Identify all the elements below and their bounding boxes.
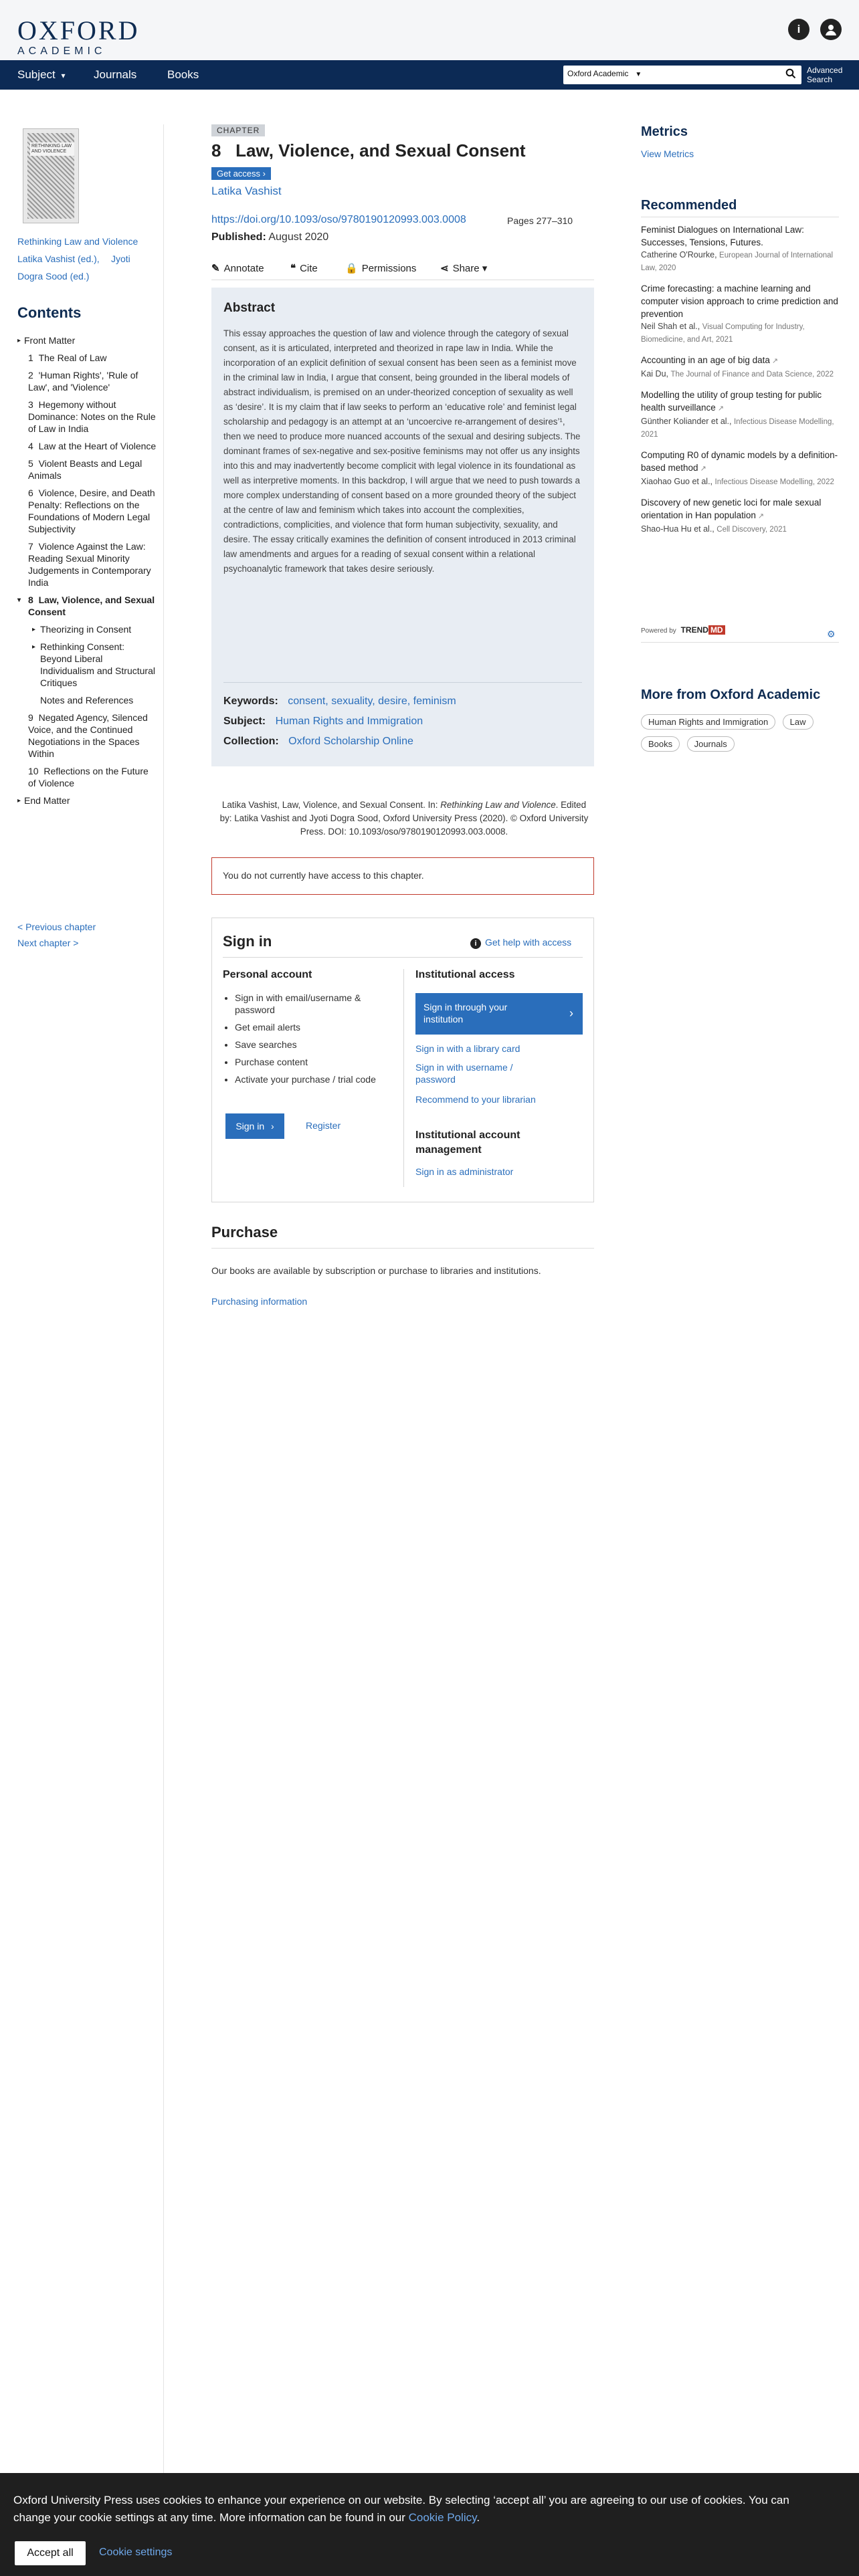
advanced-search-line1: Advanced: [807, 66, 843, 75]
recommended-title: Modelling the utility of group testing for public health surveillance: [641, 390, 822, 413]
register-link[interactable]: Register: [306, 1120, 341, 1131]
lock-icon: 🔒: [345, 263, 358, 274]
tag-link[interactable]: Human Rights and Immigration: [641, 714, 775, 730]
toc-sub-label: Theorizing in Consent: [40, 624, 132, 635]
oxford-academic-logo[interactable]: [17, 17, 139, 58]
recommended-author: Shao-Hua Hu et al.,: [641, 524, 714, 534]
toc-sub-label: Notes and References: [40, 695, 134, 706]
recommend-librarian-link[interactable]: Recommend to your librarian: [415, 1094, 536, 1105]
toc-subitem[interactable]: [17, 694, 158, 706]
toc-number: 3: [28, 399, 33, 410]
personal-account-heading: Personal account: [223, 969, 312, 980]
recommended-list: [641, 223, 839, 544]
abstract-section: [211, 288, 594, 766]
purchase-text: Our books are available by subscription or purchase to libraries and institutions.: [211, 1265, 541, 1276]
purchase-heading: Purchase: [211, 1224, 278, 1241]
toc-item-end-matter[interactable]: [17, 794, 158, 807]
next-chapter-link[interactable]: Next chapter >: [17, 938, 79, 948]
collection-label: Collection:: [223, 736, 279, 747]
editor-link-2[interactable]: Jyoti: [111, 253, 130, 264]
toc-number: 10: [28, 766, 39, 776]
share-button[interactable]: [440, 262, 487, 274]
external-link-icon: ↗: [700, 465, 706, 473]
list-item: • Purchase content: [235, 1056, 395, 1068]
annotate-button[interactable]: [211, 262, 264, 274]
recommended-heading: Recommended: [641, 198, 737, 213]
info-icon[interactable]: i: [788, 19, 809, 40]
permissions-label: Permissions: [361, 263, 417, 274]
signin-divider: [223, 957, 583, 958]
recommended-author: Catherine O'Rourke,: [641, 250, 717, 259]
recommended-source: Infectious Disease Modelling, 2021: [641, 418, 834, 439]
top-header: [0, 0, 859, 60]
toc-item-current[interactable]: [17, 594, 158, 618]
abstract-divider: [223, 682, 582, 683]
no-access-alert: [211, 857, 594, 895]
keywords-label: Keywords:: [223, 695, 278, 707]
purchase-divider: [211, 1248, 594, 1249]
toc-label: 'Human Rights', 'Rule of Law', and 'Violence': [28, 370, 138, 393]
purchasing-info-link[interactable]: Purchasing information: [211, 1296, 308, 1307]
toc-label: Violence, Desire, and Death Penalty: Reflections on the Foundations of Modern Legal Subjectivity: [28, 488, 155, 534]
chevron-down-icon: ▾: [61, 71, 66, 80]
toc-label: Reflections on the Future of Violence: [28, 766, 149, 788]
toc-label: Law, Violence, and Sexual Consent: [28, 595, 155, 617]
keyword-link[interactable]: feminism: [413, 695, 456, 707]
book-title-link[interactable]: Rethinking Law and Violence: [17, 236, 138, 247]
toc-number: 9: [28, 712, 33, 723]
subject-label: Subject:: [223, 716, 266, 727]
citation-text: [218, 798, 590, 839]
chevron-right-icon: ›: [271, 1121, 274, 1132]
toc-label: Violent Beasts and Legal Animals: [28, 458, 142, 481]
account-icon[interactable]: [820, 19, 842, 40]
list-item[interactable]: [641, 223, 839, 274]
external-link-icon: ↗: [757, 512, 765, 520]
recommended-title: Computing R0 of dynamic models by a definition-based method: [641, 450, 838, 473]
recommended-author: Kai Du,: [641, 369, 668, 379]
recommended-author: Xiaohao Guo et al.,: [641, 477, 713, 486]
search-icon[interactable]: [785, 68, 796, 82]
abstract-text: This essay approaches the question of law and violence through the category of sexual consent, as it is articulated, interpreted and theorized in rape law in India. While the incorporation of an explicit definition of sexual consent has been seen as a feminist move in the criminal law in India, I argue that consent, being grounded in the liberal models of abstract individualism, is premised on an under-theorized conception of sexuality as well as ‘desire’. It is my claim that if law seeks to perform an ‘educative role’ and feminist legal scholarship and pedagogy is an attempt at an ‘uncoercive re-arrangement of desires’¹, then we need to produce more nuanced accounts of the sexual and desiring subjects. The dominant frames of sex-negative and sex-positive feminisms may not offer us any insights into this and may inadvertently become complicit with legal violence in its foundational as well as interpretive moments. In this backdrop, I will argue that we need to push towards a more complex understanding of consent based on a more grounded theory of the subject at the centre of law and feminism which takes into account the complexities, contradictions, complicities, and violence that form human subjectivity, sexuality, and desire. The essay critically examines the definition of consent introduced in 2013 criminal law amendments and argues for a reading of sexual consent within a relational psychoanalytic framework that takes desire seriously.: [223, 328, 581, 574]
cookie-policy-link[interactable]: Cookie Policy: [408, 2511, 477, 2524]
chevron-right-icon: ▸: [17, 337, 21, 344]
username-password-link[interactable]: Sign in with username / password: [415, 1062, 513, 1085]
cite-label: Cite: [300, 263, 318, 274]
list-item: • Save searches: [235, 1039, 395, 1051]
toc-item[interactable]: [17, 540, 158, 588]
recommended-source: Visual Computing for Industry, Biomedicine, and Art, 2021: [641, 323, 805, 344]
toc-number: 6: [28, 488, 33, 498]
get-access-label: Get access: [217, 169, 261, 179]
sign-in-button[interactable]: [225, 1113, 284, 1139]
search-scope-select[interactable]: [567, 69, 642, 78]
keyword-link[interactable]: sexuality,: [331, 695, 375, 707]
admin-signin-link[interactable]: Sign in as administrator: [415, 1166, 514, 1177]
toc-label: Hegemony without Dominance: Notes on the Rule of Law in India: [28, 399, 156, 434]
recommended-author: Neil Shah et al.,: [641, 322, 700, 331]
cookie-message: [13, 2492, 830, 2527]
table-of-contents: [17, 334, 158, 812]
list-item[interactable]: [641, 389, 839, 441]
chapter-label: CHAPTER: [211, 124, 265, 136]
external-link-icon: ↗: [771, 357, 779, 365]
toc-item[interactable]: [17, 712, 158, 760]
collection-link[interactable]: Oxford Scholarship Online: [288, 736, 413, 747]
sign-in-label: Sign in: [235, 1121, 265, 1132]
page-range: Pages 277–310: [507, 215, 573, 226]
gear-icon[interactable]: ⚙: [827, 629, 836, 639]
chevron-right-icon: ▸: [17, 797, 21, 804]
signin-panel: [211, 918, 594, 1202]
trendmd-a: TREND: [680, 625, 708, 635]
recommended-title: Crime forecasting: a machine learning and computer vision approach to crime prediction and prevention: [641, 284, 838, 319]
toc-item[interactable]: [17, 352, 158, 364]
keywords-row: [223, 695, 456, 708]
citation-part1: Latika Vashist, Law, Violence, and Sexual Consent. In:: [221, 800, 441, 810]
cover-title: RETHINKING LAW AND VIOLENCE: [30, 142, 74, 156]
info-icon: i: [470, 938, 481, 949]
recommended-bottom-divider: [641, 642, 839, 643]
published-date: [211, 231, 328, 243]
list-item: • Sign in with email/username & password: [235, 992, 395, 1016]
recommended-author: Günther Koliander et al.,: [641, 417, 732, 426]
chevron-down-icon: ▾: [17, 597, 21, 604]
cookie-settings-link[interactable]: Cookie settings: [99, 2547, 173, 2558]
published-value: August 2020: [268, 231, 329, 243]
list-item[interactable]: [641, 449, 839, 488]
nav-subject-label: Subject: [17, 68, 56, 81]
powered-by-label: Powered by: [641, 627, 676, 635]
get-access-button[interactable]: [211, 167, 271, 180]
help-access-label: Get help with access: [485, 937, 572, 948]
previous-chapter-link[interactable]: < Previous chapter: [17, 922, 96, 932]
book-cover-image[interactable]: [23, 128, 79, 223]
account-management-heading: Institutional account management: [415, 1130, 520, 1156]
toc-label: End Matter: [24, 795, 70, 806]
more-from-heading: More from Oxford Academic: [641, 687, 821, 702]
toc-label: Front Matter: [24, 335, 76, 346]
toc-item[interactable]: [17, 487, 158, 535]
cookie-text-end: .: [476, 2511, 480, 2524]
more-from-tags: [641, 714, 842, 758]
toc-subitem[interactable]: [17, 641, 158, 689]
contents-heading: Contents: [17, 304, 82, 321]
chevron-right-icon: ▸: [32, 626, 36, 633]
toc-number: 5: [28, 458, 33, 469]
logo-line1: OXFORD: [17, 15, 140, 45]
no-access-message: You do not currently have access to this chapter.: [223, 870, 424, 881]
toc-subitem[interactable]: [17, 623, 158, 635]
toc-item[interactable]: [17, 440, 158, 452]
nav-journals[interactable]: Journals: [94, 68, 137, 81]
institution-signin-button[interactable]: [415, 993, 583, 1035]
editor-link-2b[interactable]: Dogra Sood (ed.): [17, 271, 90, 282]
tag-link[interactable]: Law: [783, 714, 814, 730]
cookie-text: Oxford University Press uses cookies to enhance your experience on our website. By selecting ‘accept all’ you are agreeing to our use of cookies. You can change your cookie settings at any time. More information can be found in our: [13, 2494, 789, 2524]
keyword-link[interactable]: consent,: [288, 695, 328, 707]
cite-button[interactable]: [290, 262, 318, 274]
toc-label: The Real of Law: [38, 352, 107, 363]
toc-item[interactable]: [17, 369, 158, 393]
main-nav: [0, 60, 859, 90]
recommended-title: Accounting in an age of big data: [641, 355, 770, 365]
personal-benefits-list: [223, 992, 395, 1091]
recommended-source: The Journal of Finance and Data Science, 2022: [670, 370, 834, 379]
signin-column-divider: [403, 969, 404, 1187]
recommended-title: Feminist Dialogues on International Law: Successes, Tensions, Futures.: [641, 225, 804, 247]
list-item: • Activate your purchase / trial code: [235, 1073, 395, 1085]
recommended-source: Infectious Disease Modelling, 2022: [714, 478, 834, 486]
toc-item-front-matter[interactable]: [17, 334, 158, 346]
view-metrics-link[interactable]: View Metrics: [641, 148, 694, 159]
pencil-icon: ✎: [211, 263, 220, 274]
toc-number: 1: [28, 352, 33, 363]
help-access-link[interactable]: [470, 937, 571, 949]
keyword-link[interactable]: desire,: [378, 695, 411, 707]
logo-line2: ACADEMIC: [17, 45, 106, 57]
toc-label: Violence Against the Law: Reading Sexual Minority Judgements in Contemporary India: [28, 541, 151, 588]
list-item[interactable]: [641, 282, 839, 346]
abstract-heading: Abstract: [223, 301, 276, 315]
toc-number: 7: [28, 541, 33, 552]
toc-item[interactable]: [17, 765, 158, 789]
subject-row: [223, 716, 423, 728]
toc-item[interactable]: [17, 457, 158, 481]
list-item[interactable]: [641, 496, 839, 536]
advanced-search-line2: Search: [807, 75, 833, 84]
advanced-search-link[interactable]: [807, 66, 842, 84]
citation-book: Rethinking Law and Violence: [440, 800, 556, 810]
tag-link[interactable]: Journals: [687, 736, 735, 752]
recommended-source: European Journal of International Law, 2020: [641, 251, 834, 272]
search-scope-value: Oxford Academic: [567, 69, 629, 78]
doi-link[interactable]: https://doi.org/10.1093/oso/9780190120993.003.0008: [211, 214, 466, 225]
powered-by-trendmd[interactable]: [641, 625, 725, 635]
list-item[interactable]: [641, 354, 839, 381]
toc-label: Law at the Heart of Violence: [38, 441, 157, 451]
permissions-button[interactable]: [345, 262, 416, 274]
chapter-title: 8 Law, Violence, and Sexual Consent: [211, 140, 526, 160]
library-card-link[interactable]: Sign in with a library card: [415, 1043, 520, 1054]
author-link[interactable]: Latika Vashist: [211, 185, 282, 197]
editor-link-1[interactable]: Latika Vashist (ed.),: [17, 253, 100, 264]
nav-books[interactable]: Books: [167, 68, 199, 81]
published-label: Published:: [211, 231, 266, 243]
list-item: • Get email alerts: [235, 1021, 395, 1033]
cookie-banner: [0, 2473, 859, 2576]
chevron-right-icon: ›: [262, 169, 266, 179]
trendmd-logo: [681, 625, 725, 635]
chevron-right-icon: ▸: [32, 643, 36, 651]
metrics-heading: Metrics: [641, 124, 688, 139]
share-label: Share ▾: [452, 263, 488, 274]
institutional-access-heading: Institutional access: [415, 969, 515, 980]
share-icon: ⋖: [440, 263, 449, 274]
chevron-down-icon: ▼: [635, 71, 642, 78]
toc-label: Negated Agency, Silenced Voice, and the Continued Negotiations in the Spaces Within: [28, 712, 148, 759]
recommended-title: Discovery of new genetic loci for male sexual orientation in Han population: [641, 498, 822, 520]
collection-row: [223, 736, 413, 748]
search-input[interactable]: [664, 68, 779, 83]
annotate-label: Annotate: [223, 263, 264, 274]
subject-link[interactable]: Human Rights and Immigration: [275, 716, 423, 727]
external-link-icon: ↗: [717, 405, 725, 413]
trendmd-b: MD: [708, 625, 725, 635]
citation-part2: . Edited by: Latika Vashist and Jyoti Dogra Sood, Oxford University Press (2020). © Oxford University Press. DOI: 10.1093/oso/9780190120993.003.0008.: [219, 800, 589, 837]
toc-number: 8: [28, 595, 33, 605]
signin-heading: Sign in: [223, 933, 272, 950]
toc-item[interactable]: [17, 399, 158, 435]
institution-signin-label: Sign in through your institution: [423, 1002, 508, 1025]
toc-number: 4: [28, 441, 33, 451]
chevron-right-icon: ›: [569, 1006, 573, 1020]
accept-all-button[interactable]: Accept all: [15, 2541, 86, 2565]
search-bar: [563, 66, 801, 84]
quote-icon: ❝: [290, 263, 296, 274]
nav-subject[interactable]: [17, 68, 65, 82]
recommended-source: Cell Discovery, 2021: [717, 526, 787, 534]
tag-link[interactable]: Books: [641, 736, 680, 752]
toc-number: 2: [28, 370, 33, 381]
sidebar-divider: [163, 124, 164, 2478]
toc-sub-label: Rethinking Consent: Beyond Liberal Individualism and Structural Critiques: [40, 641, 155, 688]
